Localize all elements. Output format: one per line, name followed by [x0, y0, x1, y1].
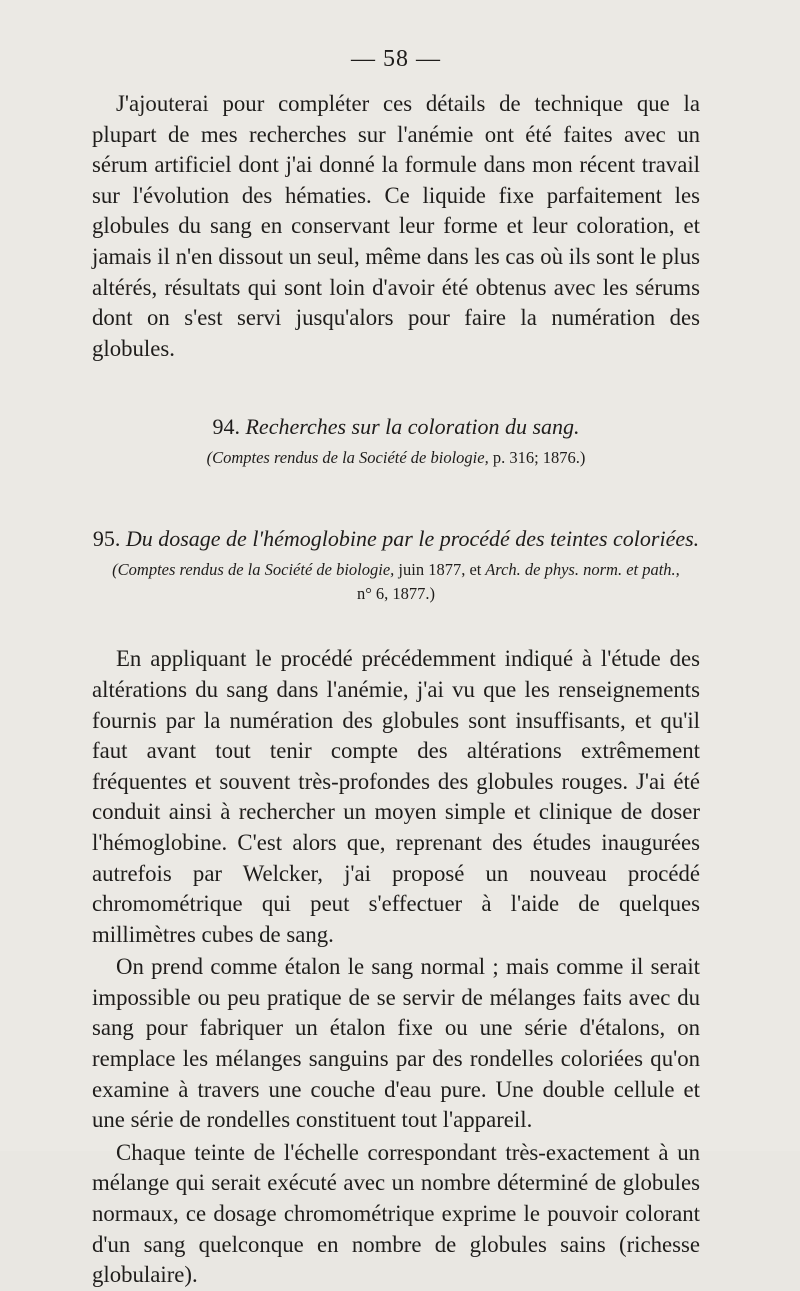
section-94-reference-pages: p. 316; 1876.) [492, 448, 586, 468]
section-94-heading [92, 414, 700, 440]
section-95-reference [92, 558, 700, 606]
section-95-paragraph-2: On prend comme étalon le sang normal ; mais comme il serait impossible ou peu pratique de se servir de mélanges faits avec du sang pour fabriquer un étalon fixe ou une série d'étalons, on remplace les mélanges sanguins par des rondelles coloriées qu'on examine à travers une couche d'eau pure. Une double cellule et une série de rondelles constituent tout l'appareil. [92, 954, 700, 1133]
section-95-number: 95. [92, 526, 121, 552]
section-95-title: Du dosage de l'hémoglobine par le procédé des teintes coloriées. [125, 526, 700, 552]
section-94-title: Recherches sur la coloration du sang. [245, 414, 580, 440]
section-94-reference [92, 446, 700, 470]
intro-paragraph: J'ajouterai pour compléter ces détails de technique que la plupart de mes recherches sur l'anémie ont été faites avec un sérum artificiel dont j'ai donné la formule dans mon récent travail sur l'évolution des hématies. Ce liquide fixe parfaitement les globules du sang en conservant leur forme et leur coloration, et jamais il n'en dissout un seul, même dans les cas où ils sont le plus altérés, résultats qui sont loin d'avoir été obtenus avec les sérums dont on s'est servi jusqu'alors pour faire la numération des globules. [92, 91, 700, 361]
section-95-paragraph-3: Chaque teinte de l'échelle correspondant très-exactement à un mélange qui serait exécuté avec un nombre déterminé de globules normaux, ce dosage chromométrique exprime le pouvoir colorant d'un sang quelconque en nombre de globules sains (richesse globulaire). [92, 1139, 700, 1288]
section-95 [92, 526, 700, 606]
section-95-heading [92, 526, 700, 552]
section-94-reference-source: (Comptes rendus de la Société de biologie, [206, 448, 489, 468]
section-95-paragraph-1: En appliquant le procédé précédemment indiqué à l'étude des altérations du sang dans l'anémie, j'ai vu que les renseignements fournis par la numération des globules sont insuffisants, et qu'il faut avant tout tenir compte des altérations extrêmement fréquentes et souvent très-profondes des globules rouges. J'ai été conduit ainsi à rechercher un moyen simple et clinique de doser l'hémoglobine. C'est alors que, reprenant des études inaugurées autrefois par Welcker, j'ai proposé un nouveau procédé chromométrique qui peut s'effectuer à l'aide de quelques millimètres cubes de sang. [92, 646, 700, 947]
section-95-reference-issue: n° 6, 1877.) [356, 584, 436, 604]
section-95-reference-journal: Arch. de phys. norm. et path., [485, 560, 680, 580]
section-94-number: 94. [212, 414, 240, 440]
section-95-reference-source: (Comptes rendus de la Société de biologie, [112, 560, 395, 580]
section-94 [92, 414, 700, 470]
section-95-reference-date: juin 1877, et [398, 560, 482, 580]
page-number: — 58 — [351, 46, 441, 72]
section-95-body [92, 644, 700, 1290]
